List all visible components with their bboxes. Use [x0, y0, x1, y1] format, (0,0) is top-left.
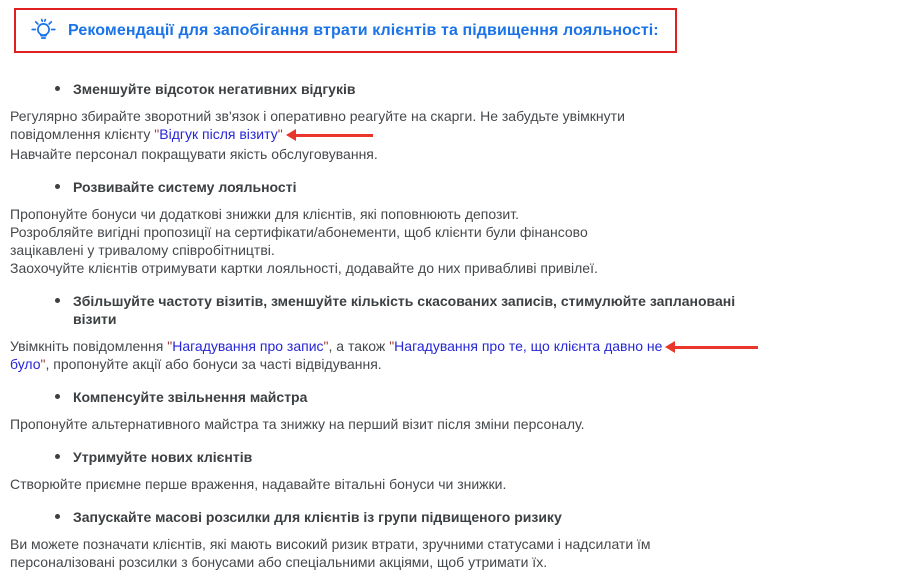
text-run: повідомлення клієнту	[10, 126, 155, 142]
text-run: Ви можете позначати клієнтів, які мають високий ризик втрати, зручними статусами і надсилати їм	[10, 536, 651, 552]
bullet-dot-icon	[55, 86, 60, 91]
paragraph	[10, 205, 906, 277]
quote-mark: "	[40, 356, 46, 372]
red-arrow-icon	[674, 346, 758, 349]
paragraph	[10, 415, 906, 433]
text-run: Увімкніть повідомлення	[10, 338, 168, 354]
recommendations-header-box	[14, 8, 677, 53]
bullet-heading: Запускайте масові розсилки для клієнтів із групи підвищеного ризику	[73, 509, 562, 525]
lightbulb-icon	[30, 17, 57, 44]
quote-mark: "	[154, 126, 160, 142]
text-run: Пропонуйте бонуси чи додаткові знижки для клієнтів, які поповнюють депозит.	[10, 206, 519, 222]
link-feedback-after-visit[interactable]: Відгук після візиту	[159, 126, 278, 142]
quote-mark: "	[389, 338, 395, 354]
bullet-dot-icon	[55, 454, 60, 459]
bullet-heading: Компенсуйте звільнення майстра	[73, 389, 308, 405]
link-reminder-client-long-absence[interactable]: Нагадування про те, що клієнта давно не	[394, 338, 663, 354]
bullet-item	[55, 388, 815, 406]
text-run: зацікавлені у тривалому співробітництві.	[10, 242, 275, 258]
page-title: Рекомендації для запобігання втрати клієнтів та підвищення лояльності:	[68, 21, 659, 39]
bullet-heading: Зменшуйте відсоток негативних відгуків	[73, 81, 356, 97]
bullet-item	[55, 448, 815, 466]
link-reminder-client-long-absence-2[interactable]: було	[10, 356, 41, 372]
red-arrow-icon	[295, 134, 373, 137]
bullet-dot-icon	[55, 514, 60, 519]
bullet-dot-icon	[55, 394, 60, 399]
text-run: , пропонуйте акції або бонуси за часті відвідування.	[45, 356, 382, 372]
quote-mark: "	[323, 338, 329, 354]
bullet-item	[55, 178, 815, 196]
quote-mark: "	[167, 338, 173, 354]
bullet-item	[55, 80, 815, 98]
bullet-item	[55, 292, 815, 328]
content-blocks	[8, 80, 906, 571]
paragraph	[10, 475, 906, 493]
text-run: , а також	[328, 338, 390, 354]
paragraph	[10, 337, 906, 373]
bullet-dot-icon	[55, 298, 60, 303]
bullet-heading: Утримуйте нових клієнтів	[73, 449, 253, 465]
link-reminder-about-appointment[interactable]: Нагадування про запис	[172, 338, 324, 354]
text-run: персоналізовані розсилки з бонусами або спеціальними акціями, щоб утримати їх.	[10, 554, 548, 570]
quote-mark: "	[277, 126, 283, 142]
bullet-item	[55, 508, 815, 526]
bullet-heading: Розвивайте систему лояльності	[73, 179, 297, 195]
text-run: Створюйте приємне перше враження, надавайте вітальні бонуси чи знижки.	[10, 476, 507, 492]
bullet-heading: Збільшуйте частоту візитів, зменшуйте кількість скасованих записів, стимулюйте заплановані візити	[73, 293, 736, 327]
text-run: Заохочуйте клієнтів отримувати картки лояльності, додавайте до них привабливі привілеї.	[10, 260, 598, 276]
text-run: Навчайте персонал покращувати якість обслуговування.	[10, 146, 378, 162]
text-run: Пропонуйте альтернативного майстра та знижку на перший візит після зміни персоналу.	[10, 416, 585, 432]
paragraph	[10, 107, 906, 143]
bullet-dot-icon	[55, 184, 60, 189]
paragraph	[10, 535, 906, 571]
text-run: Розробляйте вигідні пропозиції на сертифікати/абонементи, щоб клієнти були фінансово	[10, 224, 588, 240]
paragraph	[10, 145, 906, 163]
text-run: Регулярно збирайте зворотний зв'язок і оперативно реагуйте на скарги. Не забудьте увімкнути	[10, 108, 625, 124]
